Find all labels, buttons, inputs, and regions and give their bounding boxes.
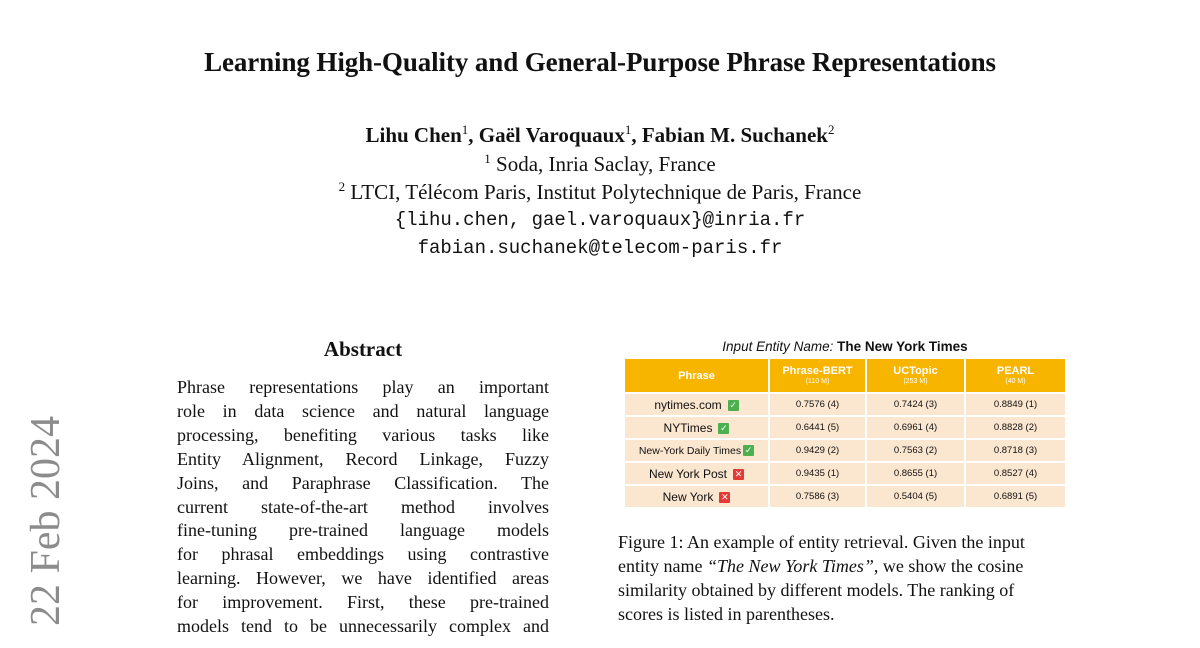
figure-input-label (625, 339, 1065, 354)
score-cell: 0.7576 (4) (770, 392, 867, 415)
column-header: Phrase (625, 359, 770, 392)
phrase-cell: nytimes.com ✓ (625, 392, 770, 415)
abstract-line: models tend to be unnecessarily complex and (177, 616, 549, 637)
column-header: Phrase-BERT (110 M) (770, 359, 867, 392)
author-affiliation-mark: 1 (461, 122, 469, 137)
score-cell: 0.8655 (1) (867, 461, 966, 484)
abstract-line: Entity Alignment, Record Linkage, Fuzzy (177, 448, 549, 469)
score-cell: 0.7563 (2) (867, 438, 966, 461)
author-affiliation-mark: 1 (624, 122, 632, 137)
score-cell: 0.8849 (1) (966, 392, 1065, 415)
model-size: (253 M) (903, 378, 928, 385)
model-size: (40 M) (1005, 378, 1026, 385)
abstract-line: for improvement. First, these pre-trained (177, 592, 549, 613)
column-header: PEARL (40 M) (966, 359, 1065, 392)
arxiv-date-stamp (22, 416, 92, 630)
phrase-cell: New York Post ✕ (625, 461, 770, 484)
column-header: UCTopic (253 M) (867, 359, 966, 392)
paper-title: Learning High-Quality and General-Purpose Phrase Representations (204, 47, 996, 77)
author-affiliation-mark: 2 (828, 122, 835, 137)
table-row (625, 392, 1065, 415)
check-icon: ✓ (744, 445, 753, 456)
score-cell: 0.7586 (3) (770, 484, 867, 507)
cross-icon: ✕ (721, 491, 729, 502)
abstract-line: processing, benefiting various tasks like (177, 424, 549, 445)
abstract-heading: Abstract (323, 337, 403, 361)
score-cell: 0.9435 (1) (770, 461, 867, 484)
email-telecom: fabian.suchanek@telecom-paris.fr (417, 237, 783, 259)
email-inria: {lihu.chen, gael.varoquaux}@inria.fr (394, 209, 806, 231)
score-cell: 0.6891 (5) (966, 484, 1065, 507)
table-header-row (625, 359, 1065, 392)
caption-line: similarity obtained by different models. The ranking of (618, 580, 1015, 600)
check-icon: ✓ (729, 399, 737, 410)
author-name: Gaël Varoquaux (478, 123, 625, 147)
model-size: (110 M) (805, 378, 830, 385)
input-label: Input Entity Name: (722, 339, 834, 354)
score-cell: 0.6441 (5) (770, 415, 867, 438)
phrase-cell: NYTimes ✓ (625, 415, 770, 438)
phrase-cell: New-York Daily Times ✓ (625, 438, 770, 461)
score-cell: 0.8718 (3) (966, 438, 1065, 461)
affiliation-mark: 2 (338, 179, 346, 194)
affiliation-text: Soda, Inria Saclay, France (496, 152, 716, 176)
abstract-line: current state-of-the-art method involves (177, 496, 549, 517)
author-name: Lihu Chen (365, 123, 462, 147)
abstract-line: learning. However, we have identified areas (177, 568, 549, 589)
arxiv-date-text: 22 Feb 2024 (23, 416, 69, 626)
abstract-body (177, 376, 549, 639)
affiliation-1 (0, 151, 1200, 177)
author-name: Fabian M. Suchanek (641, 123, 828, 147)
affiliation-text: LTCI, Télécom Paris, Institut Polytechnique de Paris, France (350, 180, 862, 204)
author-separator: , (468, 123, 479, 147)
input-value: The New York Times (837, 339, 968, 354)
phrase-cell: New York ✕ (625, 484, 770, 507)
affiliation-2 (0, 179, 1200, 205)
abstract-line: Phrase representations play an important (177, 377, 549, 397)
score-cell: 0.9429 (2) (770, 438, 867, 461)
caption-line: scores is listed in parentheses. (618, 604, 835, 624)
similarity-table (625, 359, 1065, 507)
table-row (625, 415, 1065, 438)
cross-icon: ✕ (734, 468, 743, 479)
caption-line: entity name “The New York Times”, we show the cosine (618, 556, 1024, 576)
table-row (625, 484, 1065, 507)
table-row (625, 461, 1065, 484)
score-cell: 0.5404 (5) (867, 484, 966, 507)
abstract-line: Joins, and Paraphrase Classification. The (177, 472, 549, 493)
table-row (625, 438, 1065, 461)
author-separator: , (631, 123, 642, 147)
score-cell: 0.8828 (2) (966, 415, 1065, 438)
score-cell: 0.7424 (3) (867, 392, 966, 415)
author-list (0, 122, 1200, 148)
figure-caption (618, 530, 1062, 626)
score-cell: 0.6961 (4) (867, 415, 966, 438)
check-icon: ✓ (720, 422, 728, 433)
abstract-line: fine-tuning pre-trained language models (177, 520, 549, 541)
caption-line: Figure 1: An example of entity retrieval. Given the input (618, 532, 1025, 552)
score-cell: 0.8527 (4) (966, 461, 1065, 484)
abstract-line: role in data science and natural language (177, 400, 549, 421)
abstract-line: for phrasal embeddings using contrastive (177, 544, 549, 565)
affiliation-mark: 1 (484, 151, 491, 166)
caption-quote: “The New York Times” (706, 556, 874, 576)
